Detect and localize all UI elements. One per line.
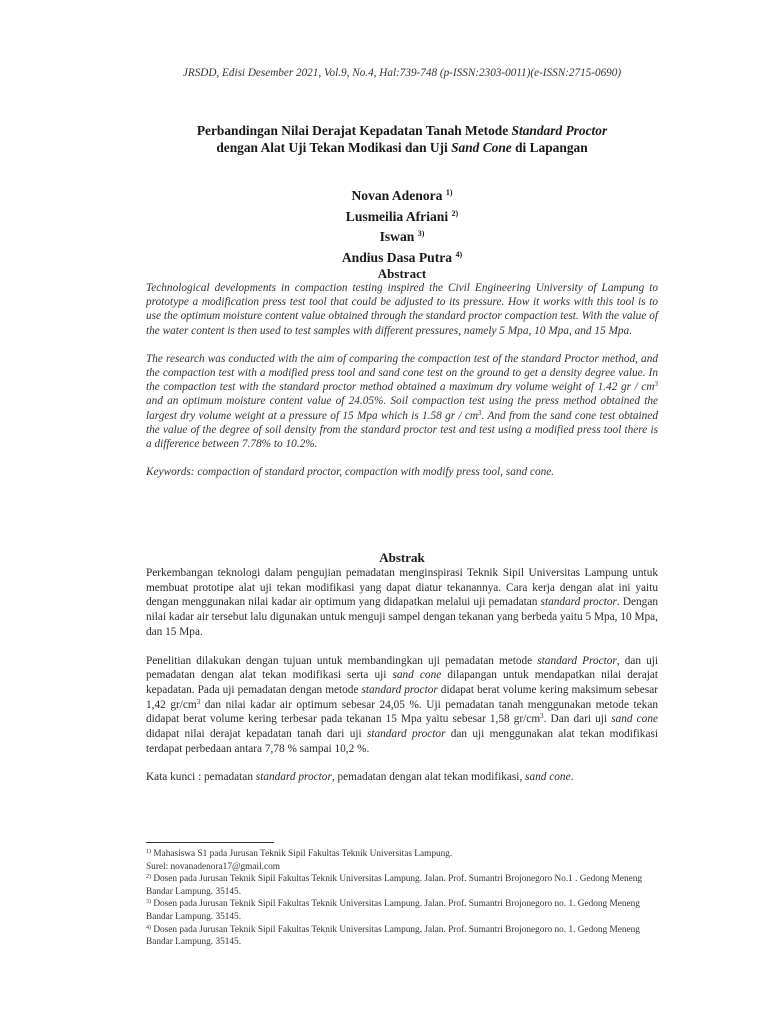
footnote-text: Surel: novanadenora17@gmail.com xyxy=(146,861,281,872)
footnote xyxy=(146,873,658,898)
title-text-3: di Lapangan xyxy=(511,140,588,155)
abstrak-italic: sand cone xyxy=(392,669,442,682)
superscript: 3 xyxy=(478,408,482,417)
author-name: Andius Dasa Putra xyxy=(341,249,456,265)
author-mark: 2) xyxy=(451,208,459,218)
abstrak-text: . Dan dari uji xyxy=(543,713,612,726)
footnote-divider xyxy=(146,842,274,843)
footnote xyxy=(146,861,658,874)
kata-kunci xyxy=(146,770,658,785)
title-italic-2: Sand Cone xyxy=(451,140,512,155)
abstract-text: and an optimum moisture content value of 24.05%. Soil compaction test using the press method obtained the largest dry volume weight at a pressure of 15 Mpa which is 1.58 gr / cm xyxy=(146,395,658,422)
author-mark: 4) xyxy=(455,249,463,259)
author xyxy=(146,225,658,246)
author xyxy=(146,184,658,205)
footnote-text: Mahasiswa S1 pada Jurusan Teknik Sipil Fakultas Teknik Universitas Lampung. xyxy=(151,849,453,859)
abstrak-text: dan uji menggunakan alat tekan modifikasi terdapat perbedaan antara 7,78 % sampai 10,2 %. xyxy=(146,728,658,755)
abstrak-text: didapat berat volume kering maksimum sebesar 1,42 gr/cm xyxy=(146,683,658,711)
footnote xyxy=(146,924,658,949)
footnote-text: Dosen pada Jurusan Teknik Sipil Fakultas Teknik Universitas Lampung. Jalan. Prof. Sumantri Brojonegoro No.1 . Gedong Meneng Bandar Lampung. 35145. xyxy=(146,874,643,897)
footnotes xyxy=(146,848,658,949)
journal-header: JRSDD, Edisi Desember 2021, Vol.9, No.4, Hal:739-748 (p-ISSN:2303-0011)(e-ISSN:2715-0690) xyxy=(182,67,622,79)
footnote-mark: 3) xyxy=(146,899,151,906)
footnote-mark: 1) xyxy=(146,849,151,855)
abstract-paragraph-2 xyxy=(146,352,658,451)
title-text-2: dengan Alat Uji Tekan Modikasi dan Uji xyxy=(216,140,452,155)
abstrak-paragraph-2 xyxy=(146,654,658,757)
author-name: Novan Adenora xyxy=(351,188,446,203)
footnote xyxy=(146,898,658,923)
abstrak-text: , pemadatan dengan alat tekan modifikasi, xyxy=(331,771,526,784)
abstract-english xyxy=(146,281,658,493)
abstract-heading: Abstract xyxy=(377,266,427,281)
abstrak-heading: Abstrak xyxy=(379,550,425,565)
abstrak-text: Penelitian dilakukan dengan tujuan untuk membandingkan uji pemadatan metode xyxy=(146,654,538,667)
abstrak-italic: sand cone xyxy=(611,713,658,726)
abstract-indonesian xyxy=(146,566,658,799)
title-italic-1: Standard Proctor xyxy=(511,123,608,138)
footnote-mark: 2) xyxy=(146,874,151,881)
abstrak-italic: standard proctor xyxy=(540,596,617,609)
paper-title xyxy=(146,122,658,156)
footnote xyxy=(146,848,658,861)
title-text-1: Perbandingan Nilai Derajat Kepadatan Tanah Metode xyxy=(196,123,512,138)
author-mark: 1) xyxy=(445,188,453,197)
superscript: 3 xyxy=(540,712,544,721)
abstrak-text: dan nilai kadar air optimum sebesar 24,05 %. Uji pemadatan tanah menggunakan metode tekan didapat berat volume kering terbesar pada tekanan 15 Mpa yaitu sebesar 1,58 gr/cm xyxy=(146,698,658,726)
author-list xyxy=(146,184,658,266)
title-line-2 xyxy=(146,139,658,156)
abstrak-text: Perkembangan teknologi dalam pengujian pemadatan menginspirasi Teknik Sipil Universitas Lampung untuk membuat prototipe alat uji tekan modifikasi yang dapat diatur tekanannya. Cara kerja dengan alat ini yaitu dengan menggunakan nilai kadar air optimum yang didapatkan melalui uji pemadatan xyxy=(146,567,658,609)
abstrak-italic: standard proctor xyxy=(361,683,438,696)
footnote-mark: 4) xyxy=(146,924,151,931)
abstrak-text: dilapangan untuk mendapatkan nilai derajat kepadatan. Pada uji pemadatan dengan metode xyxy=(146,669,658,696)
author-name: Iswan xyxy=(379,229,418,244)
abstrak-text: . Dengan nilai kadar air tersebut lalu digunakan untuk menguji sampel dengan tekanan yang berbeda yaitu 5 Mpa, 10 Mpa, dan 15 Mpa. xyxy=(146,596,658,638)
abstrak-text: didapat nilai derajat kepadatan tanah dari uji xyxy=(146,728,367,741)
abstrak-italic: standard proctor xyxy=(255,771,332,784)
author-mark: 3) xyxy=(417,229,425,238)
superscript: 3 xyxy=(654,380,658,389)
author xyxy=(146,205,658,226)
author xyxy=(146,246,658,267)
abstrak-italic: standard Proctor xyxy=(537,654,617,667)
abstrak-paragraph-1 xyxy=(146,566,658,640)
title-line-1 xyxy=(146,122,658,139)
abstrak-text: Kata kunci : pemadatan xyxy=(146,771,256,784)
abstract-paragraph-1: Technological developments in compaction testing inspired the Civil Engineering University of Lampung to prototype a modification press test tool that could be adjusted to its pressure. How it works with this tool is to use the optimum moisture content value obtained through the standard proctor compaction test. With the value of the water content is then used to test samples with different pressures, namely 5 Mpa, 10 Mpa, and 15 Mpa. xyxy=(146,282,658,337)
abstrak-italic: sand cone xyxy=(525,771,571,784)
author-name: Lusmeilia Afriani xyxy=(345,208,452,224)
abstrak-text: , dan uji pemadatan dengan alat tekan modifikasi serta uji xyxy=(146,654,658,682)
footnote-text: Dosen pada Jurusan Teknik Sipil Fakultas Teknik Universitas Lampung. Jalan. Prof. Sumantri Brojonegoro no. 1. Gedong Meneng Bandar Lampung. 35145. xyxy=(146,899,640,922)
superscript: 3 xyxy=(196,697,201,706)
abstrak-text: . xyxy=(570,771,574,784)
footnote-text: Dosen pada Jurusan Teknik Sipil Fakultas Teknik Universitas Lampung. Jalan. Prof. Sumantri Brojonegoro no. 1. Gedong Meneng Bandar Lampung. 35145. xyxy=(146,924,640,948)
keywords: Keywords: compaction of standard proctor, compaction with modify press tool, sand cone. xyxy=(146,466,555,479)
abstract-text: The research was conducted with the aim of comparing the compaction test of the standard Proctor method, and the compaction test with a modified press tool and sand cone test on the ground to get a density degree value. In the compaction test with the standard proctor method obtained a maximum dry volume weight of 1.42 gr / cm xyxy=(146,352,658,394)
abstract-text: . And from the sand cone test obtained the value of the degree of soil density from the standard proctor test and test using a modified press tool there is a difference between 7.78% to 10.2%. xyxy=(146,409,658,451)
abstrak-italic: standard proctor xyxy=(366,728,446,741)
